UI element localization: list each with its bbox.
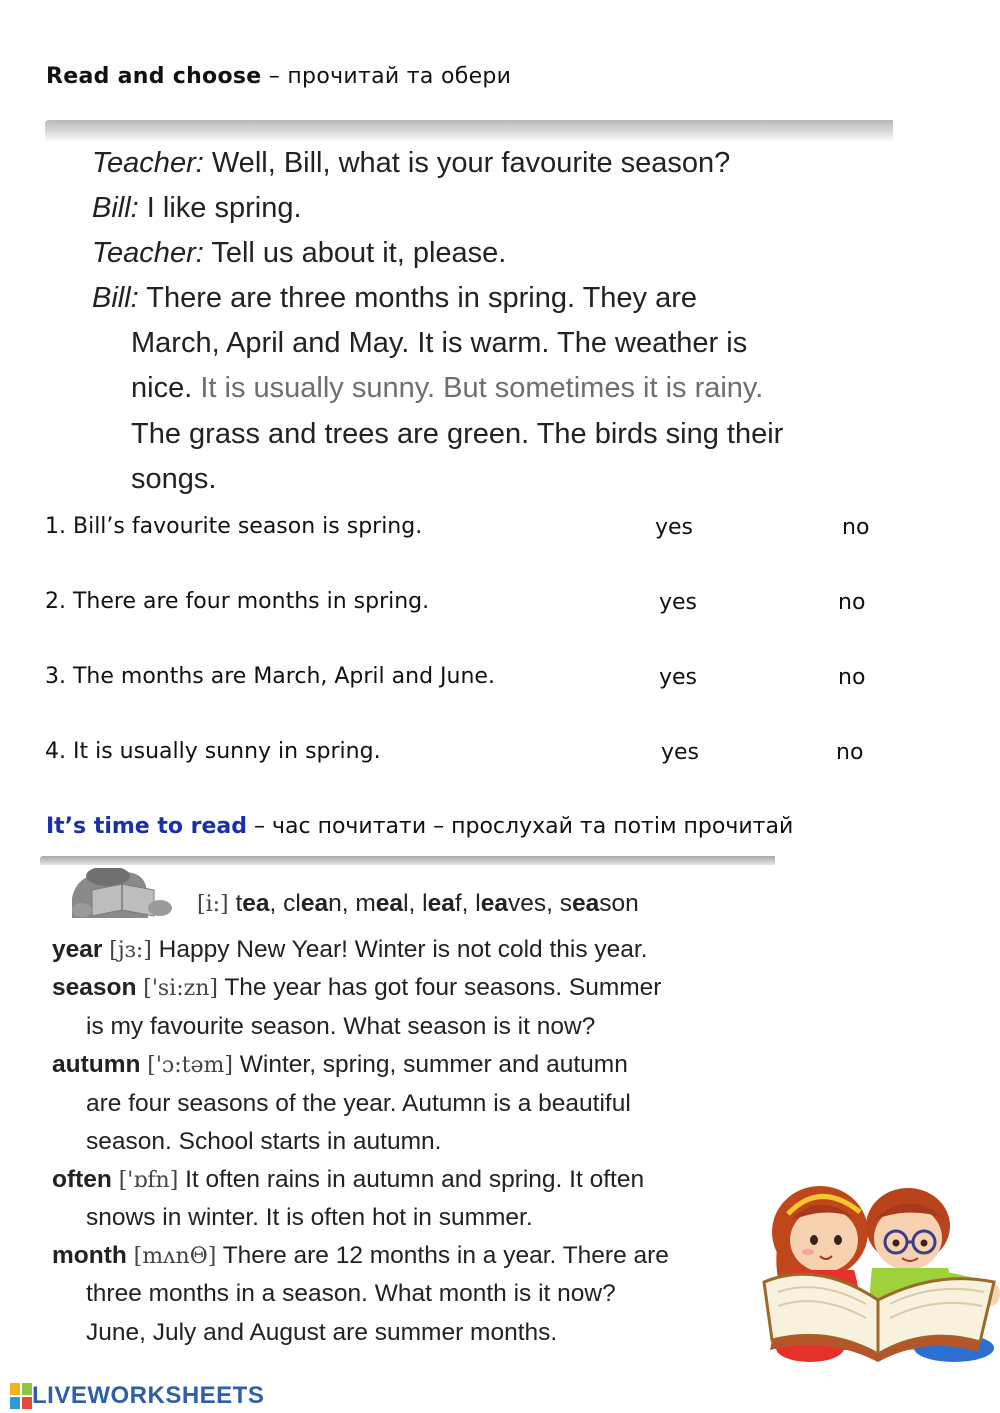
- speaker: Bill:: [92, 282, 139, 314]
- phonics-word: leaf: [422, 890, 462, 917]
- section-title-bold: It’s time to read: [46, 814, 248, 839]
- vocab-text: Winter, spring, summer and autumn: [232, 1051, 628, 1078]
- phonics-transcription: [i:]: [197, 892, 229, 917]
- dialogue-line: [92, 186, 302, 231]
- answer-no-2[interactable]: no: [838, 590, 866, 615]
- question-1: 1. Bill’s favourite season is spring.: [45, 514, 423, 539]
- dialogue-text: Well, Bill, what is your favourite season?: [203, 147, 731, 179]
- textbook-header-bar: [40, 856, 775, 865]
- vocab-word: season: [52, 974, 137, 1001]
- liveworksheets-logo-icon: [10, 1383, 32, 1409]
- vocab-continuation: June, July and August are summer months.: [86, 1319, 558, 1346]
- vocab-continuation: are four seasons of the year. Autumn is a beautiful: [86, 1090, 631, 1117]
- dialogue-continuation: songs.: [131, 463, 217, 495]
- section-title-time-to-read: [46, 814, 793, 839]
- speaker: Bill:: [92, 192, 139, 224]
- vocab-word: year: [52, 936, 103, 963]
- section-title-rest: – час почитати – прослухай та потім прочитай: [247, 814, 794, 839]
- vocab-continuation: season. School starts in autumn.: [86, 1128, 442, 1155]
- vocab-entry-year: [52, 931, 648, 971]
- dialogue-text-faded: It is usually sunny. But sometimes it is rainy.: [200, 372, 764, 404]
- vocab-transcription: ['si:zn]: [143, 976, 218, 1001]
- dialogue-text: I like spring.: [138, 192, 302, 224]
- textbook-header-bar: [45, 120, 893, 142]
- dialogue-line: [92, 276, 697, 321]
- dialogue-line: [92, 141, 730, 186]
- dialogue-line: [92, 231, 506, 276]
- vocab-continuation: three months in a season. What month is it now?: [86, 1280, 616, 1307]
- phonics-word: tea: [235, 890, 270, 917]
- answer-yes-1[interactable]: yes: [655, 515, 694, 540]
- kids-reading-book-illustration: [758, 1170, 1000, 1365]
- phonics-word: season: [559, 890, 639, 917]
- section-title-read-and-choose: [46, 64, 511, 89]
- vocab-text: Happy New Year! Winter is not cold this year.: [151, 936, 648, 963]
- question-3: 3. The months are March, April and June.: [45, 664, 495, 689]
- answer-yes-2[interactable]: yes: [659, 590, 698, 615]
- phonics-word: meal: [355, 890, 409, 917]
- vocab-word: autumn: [52, 1051, 141, 1078]
- vocab-text: The year has got four seasons. Summer: [217, 974, 662, 1001]
- dialogue-continuation: March, April and May. It is warm. The weather is: [131, 327, 748, 359]
- vocab-entry-autumn: [52, 1046, 628, 1086]
- speaker: Teacher:: [92, 237, 204, 269]
- vocab-continuation: snows in winter. It is often hot in summer.: [86, 1204, 533, 1231]
- vocab-transcription: ['ɒfn]: [118, 1168, 179, 1193]
- answer-yes-4[interactable]: yes: [661, 740, 700, 765]
- vocab-word: often: [52, 1166, 112, 1193]
- liveworksheets-logo-text: LIVEWORKSHEETS: [32, 1382, 265, 1409]
- vocab-transcription: ['ɔ:təm]: [147, 1053, 233, 1078]
- dialogue-continuation: The grass and trees are green. The birds sing their: [131, 418, 784, 450]
- answer-no-1[interactable]: no: [842, 515, 870, 540]
- vocab-continuation: is my favourite season. What season is it now?: [86, 1013, 596, 1040]
- dialogue-text: Tell us about it, please.: [203, 237, 507, 269]
- speaker: Teacher:: [92, 147, 204, 179]
- phonics-line: [i:] tea, clean, meal, leaf, leaves, season: [197, 890, 639, 917]
- vocab-entry-month: [52, 1237, 669, 1277]
- section-title-rest: – прочитай та обери: [261, 64, 512, 89]
- dialogue-continuation: [131, 366, 763, 411]
- vocab-transcription: [mʌnΘ]: [133, 1244, 217, 1269]
- vocab-transcription: [jɜ:]: [109, 938, 152, 963]
- answer-no-4[interactable]: no: [836, 740, 864, 765]
- phonics-word: leaves: [475, 890, 547, 917]
- answer-yes-3[interactable]: yes: [659, 665, 698, 690]
- dialogue-text: nice.: [131, 372, 201, 404]
- dialogue-text: There are three months in spring. They are: [138, 282, 698, 314]
- vocab-entry-often: [52, 1161, 644, 1201]
- answer-no-3[interactable]: no: [838, 665, 866, 690]
- vocab-text: There are 12 months in a year. There are: [216, 1242, 669, 1269]
- question-4: 4. It is usually sunny in spring.: [45, 739, 381, 764]
- vocab-word: month: [52, 1242, 127, 1269]
- vocab-entry-season: [52, 969, 661, 1009]
- question-2: 2. There are four months in spring.: [45, 589, 430, 614]
- liveworksheets-logo: [10, 1381, 264, 1411]
- phonics-word: clean: [283, 890, 342, 917]
- section-title-bold: Read and choose: [46, 64, 262, 89]
- vocab-text: It often rains in autumn and spring. It often: [178, 1166, 645, 1193]
- reading-child-illustration: [62, 868, 174, 918]
